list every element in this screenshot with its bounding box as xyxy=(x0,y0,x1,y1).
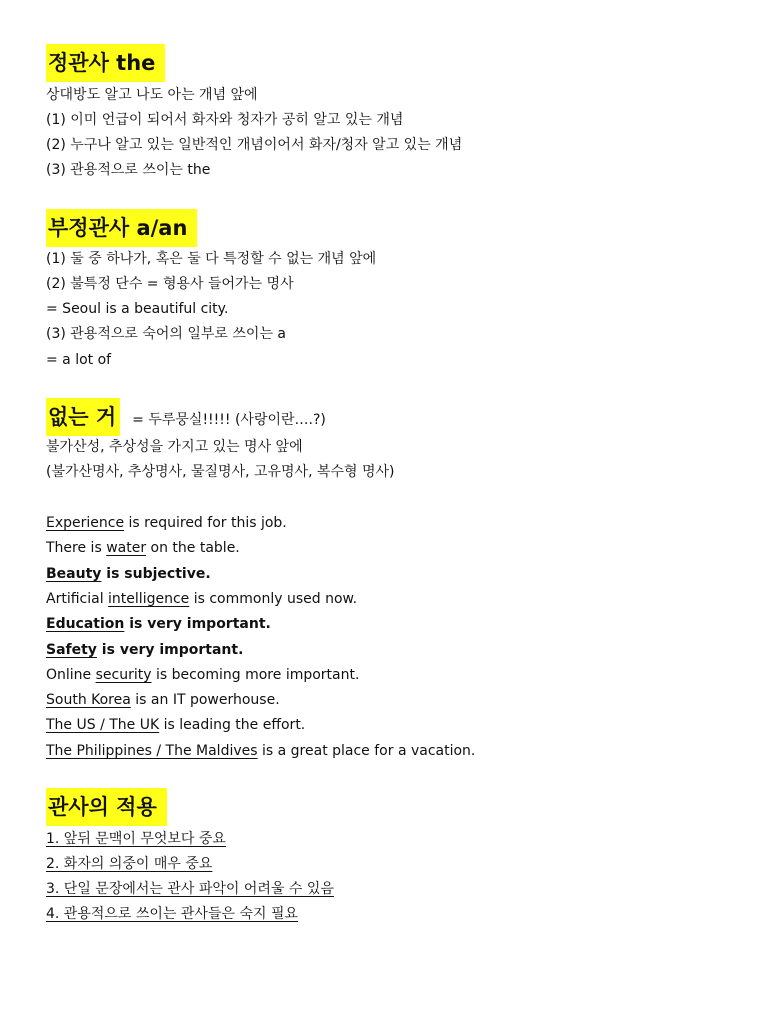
example-rest: is a great place for a vacation. xyxy=(257,743,476,759)
text-line: (3) 관용적으로 숙어의 일부로 쓰이는 a xyxy=(46,326,286,342)
text-line: (2) 누구나 알고 있는 일반적인 개념이어서 화자/청자 알고 있는 개념 xyxy=(46,137,463,153)
example-rest: is required for this job. xyxy=(124,515,287,531)
example-rest: is leading the effort. xyxy=(159,717,306,733)
example-sentence xyxy=(46,741,475,761)
list-item: 3. 단일 문장에서는 관사 파악이 어려울 수 있음 xyxy=(46,881,334,897)
example-noun: Safety xyxy=(46,642,97,658)
example-sentence xyxy=(46,665,359,685)
example-rest: is very important. xyxy=(96,642,244,658)
text-line: (3) 관용적으로 쓰이는 the xyxy=(46,162,211,178)
example-noun: Beauty xyxy=(46,566,102,582)
heading-row-no-article xyxy=(46,398,326,436)
example-noun: The US / The UK xyxy=(46,717,160,733)
example-sentence xyxy=(46,614,271,634)
example-sentence xyxy=(46,589,357,609)
heading-indefinite-article: 부정관사 a/an xyxy=(46,209,197,247)
heading-definite-article: 정관사 the xyxy=(46,44,165,82)
example-sentence xyxy=(46,538,240,558)
heading-no-article: 없는 거 xyxy=(46,398,120,436)
example-pre: Artificial xyxy=(46,591,109,607)
example-sentence xyxy=(46,640,243,660)
text-line: (불가산명사, 추상명사, 물질명사, 고유명사, 복수형 명사) xyxy=(46,464,395,480)
text-line: 불가산성, 추상성을 가지고 있는 명사 앞에 xyxy=(46,439,303,455)
text-line: = Seoul is a beautiful city. xyxy=(46,301,229,317)
example-sentence xyxy=(46,690,280,710)
example-noun: South Korea xyxy=(46,692,131,708)
example-sentence xyxy=(46,715,305,735)
example-rest: is an IT powerhouse. xyxy=(130,692,280,708)
list-item: 4. 관용적으로 쓰이는 관사들은 숙지 필요 xyxy=(46,906,298,922)
example-noun: Education xyxy=(46,616,125,632)
example-sentence xyxy=(46,513,287,533)
list-item: 1. 앞뒤 문맥이 무엇보다 중요 xyxy=(46,831,226,847)
heading-article-application: 관사의 적용 xyxy=(46,788,167,826)
example-noun: The Philippines / The Maldives xyxy=(46,743,258,759)
example-noun: Experience xyxy=(46,515,125,531)
list-item: 2. 화자의 의중이 매우 중요 xyxy=(46,856,213,872)
text-line: (1) 둘 중 하나가, 혹은 둘 다 특정할 수 없는 개념 앞에 xyxy=(46,251,377,267)
example-rest: is subjective. xyxy=(101,566,211,582)
example-rest: is commonly used now. xyxy=(189,591,358,607)
example-noun: intelligence xyxy=(108,591,190,607)
heading-note: = 두루뭉실!!!!! (사랑이란….?) xyxy=(132,412,326,428)
example-rest: on the table. xyxy=(146,540,240,556)
example-pre: There is xyxy=(46,540,107,556)
text-line: = a lot of xyxy=(46,352,112,368)
example-rest: is becoming more important. xyxy=(151,667,360,683)
example-rest: is very important. xyxy=(124,616,271,632)
example-sentence xyxy=(46,564,211,584)
example-noun: water xyxy=(106,540,147,556)
example-pre: Online xyxy=(46,667,96,683)
text-line: (2) 불특정 단수 = 형용사 들어가는 명사 xyxy=(46,276,294,292)
example-noun: security xyxy=(95,667,152,683)
text-line: 상대방도 알고 나도 아는 개념 앞에 xyxy=(46,87,258,103)
text-line: (1) 이미 언급이 되어서 화자와 청자가 공히 알고 있는 개념 xyxy=(46,112,404,128)
